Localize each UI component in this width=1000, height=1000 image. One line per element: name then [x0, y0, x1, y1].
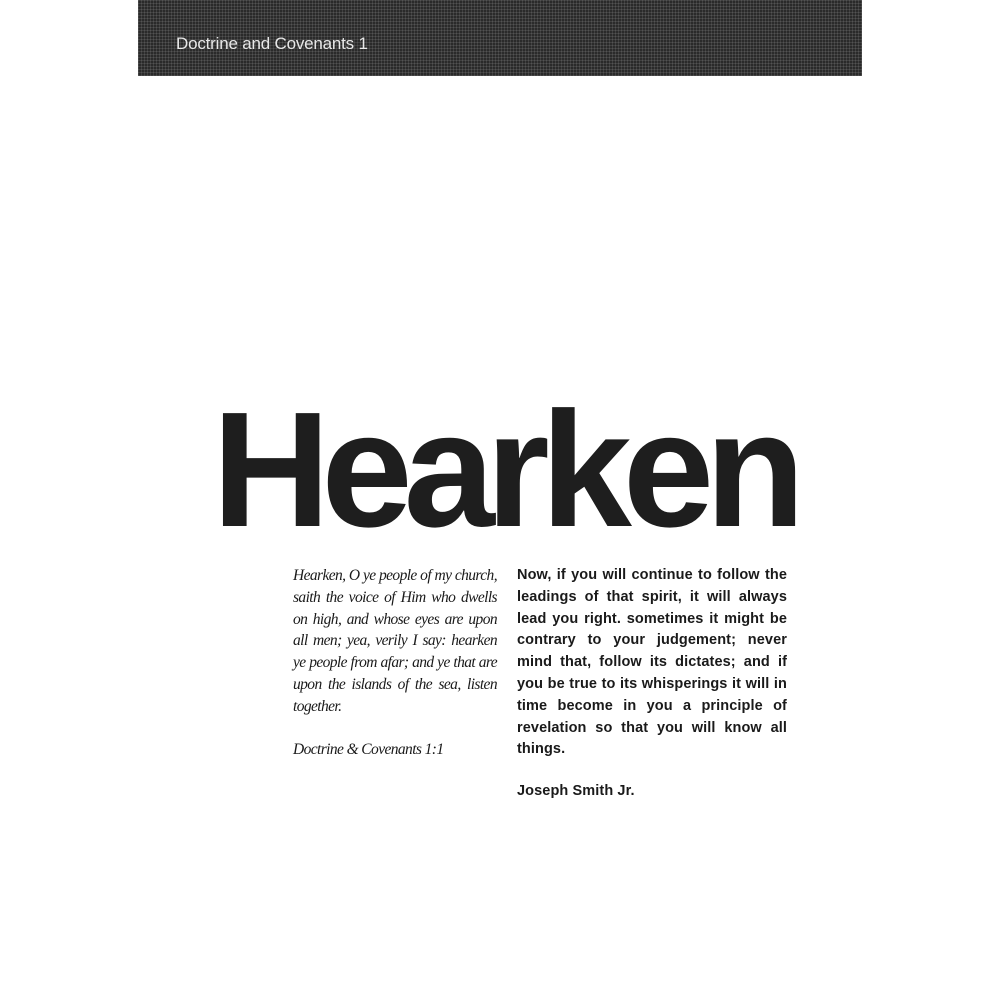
quote-text: Now, if you will continue to follow the leadings of that spirit, it will always lead you right. sometimes it might be contrary to your judgement; never mind that, follow its dictates; and if you be true to its whisperings it will in time become in you a principle of revelation so that you will know all things. — [517, 567, 787, 758]
header-title: Doctrine and Covenants 1 — [176, 34, 368, 53]
scripture-text: Hearken, O ye people of my church, saith the voice of Him who dwells on high, and whose eyes are upon all men; yea, verily I say: hearken ye people from afar; and ye that are upon the islands of the sea, listen together. — [293, 567, 497, 715]
quote-author: Joseph Smith Jr. — [517, 783, 635, 800]
quote-column — [517, 565, 787, 803]
scripture-citation: Doctrine & Covenants 1:1 — [293, 740, 444, 758]
header-band — [138, 0, 862, 76]
scripture-column — [293, 565, 497, 760]
page-headline: Hearken — [212, 378, 797, 561]
